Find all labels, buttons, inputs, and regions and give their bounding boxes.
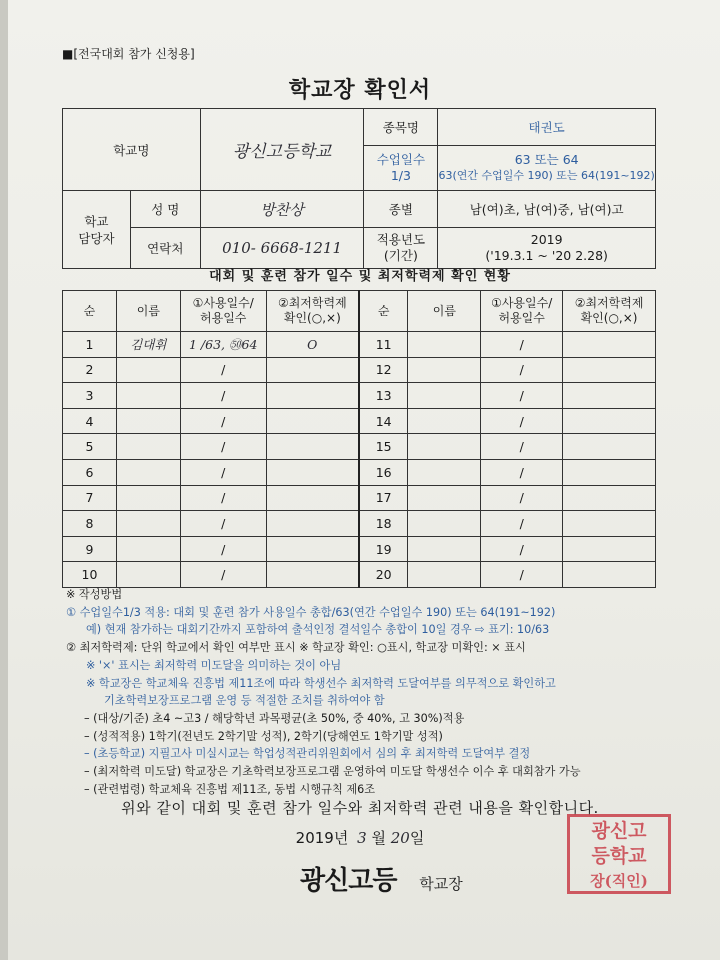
note-4-line1: ※ 학교장은 학교체육 진흥법 제11조에 따라 학생선수 최저학력 도달여부를 의무적으로 확인하고	[86, 676, 556, 690]
row-academic	[563, 511, 656, 537]
row-name	[408, 357, 481, 383]
apply-year-value-line1: 2019	[530, 232, 563, 247]
row-no: 13	[359, 383, 408, 409]
apply-year-label	[364, 228, 438, 269]
sport-label: 종목명	[364, 109, 438, 146]
principal-role: 학교장	[419, 875, 463, 893]
header-days	[180, 291, 266, 332]
row-name	[116, 459, 180, 485]
row-name	[116, 434, 180, 460]
detail-3: – (초등학교) 지필고사 미실시교는 학업성적관리위원회에서 심의 후 최저학력 도달여부 결정	[84, 747, 531, 761]
school-name-label: 학교명	[63, 109, 201, 191]
header-days-line1: ①사용일수/	[491, 296, 553, 310]
row-days: /	[481, 511, 563, 537]
apply-year-value-line2: ('19.3.1 ~ '20 2.28)	[485, 248, 608, 263]
row-days: /	[481, 332, 563, 358]
row-days: /	[180, 357, 266, 383]
notes-heading: ※ 작성방법	[66, 588, 123, 601]
detail-1: – (대상/기준) 초4 ~고3 / 해당학년 과목평균(초 50%, 중 40%, 고 30%)적용	[84, 711, 465, 725]
row-days: /	[481, 357, 563, 383]
manager-label	[63, 191, 131, 269]
header-days	[481, 291, 563, 332]
row-name	[116, 562, 180, 588]
row-academic	[266, 434, 359, 460]
table-row	[63, 383, 656, 409]
row-academic	[563, 408, 656, 434]
manager-label-line2: 담당자	[78, 230, 115, 246]
detail-4: – (최저학력 미도달) 학교장은 기초학력보장프로그램 운영하여 미도달 학생선수 이수 후 대회참가 가능	[84, 765, 581, 779]
contact-label: 연락처	[130, 228, 200, 269]
header-academic-line1: ②최저학력제	[574, 296, 644, 310]
row-days: /	[481, 459, 563, 485]
row-no: 6	[63, 459, 117, 485]
row-no: 12	[359, 357, 408, 383]
table-row	[63, 536, 656, 562]
row-days: /	[180, 408, 266, 434]
row-name	[116, 536, 180, 562]
row-name	[116, 485, 180, 511]
row-academic	[266, 562, 359, 588]
header-days-line1: ①사용일수/	[192, 296, 254, 310]
row-academic	[563, 383, 656, 409]
row-days: /	[180, 434, 266, 460]
row-days: /	[180, 511, 266, 537]
row-days: /	[180, 383, 266, 409]
instructions-section	[66, 586, 706, 798]
table-row	[63, 511, 656, 537]
row-days: /	[481, 434, 563, 460]
row-academic	[266, 485, 359, 511]
row-name	[408, 459, 481, 485]
sport-value: 태권도	[438, 109, 656, 146]
table-row	[63, 459, 656, 485]
table-row	[63, 408, 656, 434]
class-days-value	[438, 146, 656, 191]
table-row	[63, 357, 656, 383]
date-month-unit: 월	[371, 829, 386, 847]
header-days-line2: 허용일수	[200, 311, 247, 325]
row-name	[408, 485, 481, 511]
participation-table	[62, 290, 656, 588]
class-days-value-line2: 63(연간 수업일수 190) 또는 64(191~192)	[438, 169, 655, 182]
name-value: 방찬상	[200, 191, 364, 228]
header-name: 이름	[408, 291, 481, 332]
row-name: 김대휘	[116, 332, 180, 358]
row-name	[116, 408, 180, 434]
school-name-value: 광신고등학교	[200, 109, 364, 191]
confirmation-statement: 위와 같이 대회 및 훈련 참가 일수와 최저학력 관련 내용을 확인합니다.	[121, 799, 599, 817]
row-days: /	[180, 485, 266, 511]
table-row	[63, 485, 656, 511]
date-day: 20	[390, 829, 410, 847]
row-name	[408, 408, 481, 434]
note-2: ② 최저학력제: 단위 학교에서 확인 여부만 표시 ※ 학교장 확인: ○표시, 학교장 미확인: × 표시	[66, 641, 526, 655]
row-no: 7	[63, 485, 117, 511]
principal-signature-line	[300, 860, 463, 897]
apply-year-value	[438, 228, 656, 269]
row-academic	[266, 383, 359, 409]
class-days-label-line2: 1/3	[390, 168, 411, 183]
row-days: /	[481, 536, 563, 562]
row-no: 5	[63, 434, 117, 460]
header-academic-line1: ②최저학력제	[277, 296, 347, 310]
row-academic	[266, 511, 359, 537]
row-no: 9	[63, 536, 117, 562]
section-title: 대회 및 훈련 참가 일수 및 최저학력제 확인 현황	[209, 269, 511, 284]
school-brush-signature: 광신고등	[300, 866, 397, 896]
row-academic	[563, 485, 656, 511]
row-days: /	[481, 408, 563, 434]
apply-year-label-line2: (기간)	[383, 248, 418, 263]
row-no: 11	[359, 332, 408, 358]
document-title: 학교장 확인서	[288, 78, 432, 103]
seal-line1: 광신고	[591, 820, 647, 842]
seal-line2: 등학교	[591, 845, 647, 867]
row-academic	[563, 357, 656, 383]
header-no: 순	[359, 291, 408, 332]
row-academic	[563, 536, 656, 562]
row-no: 20	[359, 562, 408, 588]
row-no: 1	[63, 332, 117, 358]
row-no: 2	[63, 357, 117, 383]
row-no: 14	[359, 408, 408, 434]
row-name	[408, 536, 481, 562]
header-academic-line2: 확인(○,×)	[283, 311, 341, 325]
row-no: 17	[359, 485, 408, 511]
row-academic: O	[266, 332, 359, 358]
header-name: 이름	[116, 291, 180, 332]
row-no: 18	[359, 511, 408, 537]
gender-value: 남(여)초, 남(여)중, 남(여)고	[438, 191, 656, 228]
row-days: /	[481, 383, 563, 409]
header-academic	[266, 291, 359, 332]
row-academic	[563, 459, 656, 485]
row-name	[408, 511, 481, 537]
form-type-label: ■[전국대회 참가 신청용]	[62, 47, 195, 61]
row-academic	[266, 357, 359, 383]
row-academic	[266, 408, 359, 434]
header-days-line2: 허용일수	[498, 311, 545, 325]
table-row	[63, 434, 656, 460]
date-month: 3	[357, 829, 367, 847]
class-days-label	[364, 146, 438, 191]
row-days: /	[180, 536, 266, 562]
header-no: 순	[63, 291, 117, 332]
table-row	[63, 332, 656, 358]
detail-5: – (관련법령) 학교체육 진흥법 제11조, 동법 시행규칙 제6조	[84, 782, 376, 796]
apply-year-label-line1: 적용년도	[376, 232, 426, 247]
row-name	[116, 357, 180, 383]
manager-label-line1: 학교	[84, 213, 109, 229]
row-academic	[563, 332, 656, 358]
contact-value: 010- 6668-1211	[200, 228, 364, 269]
row-academic	[266, 459, 359, 485]
row-name	[408, 562, 481, 588]
official-seal	[567, 814, 671, 894]
row-days: /	[481, 485, 563, 511]
row-days: /	[180, 562, 266, 588]
note-1-line2: 예) 현재 참가하는 대회기간까지 포함하여 출석인정 결석일수 총합이 10일 경우 ⇨ 표기: 10/63	[86, 623, 550, 637]
header-academic-line2: 확인(○,×)	[580, 311, 638, 325]
row-academic	[563, 434, 656, 460]
class-days-value-line1: 63 또는 64	[514, 152, 579, 167]
row-days: /	[180, 459, 266, 485]
note-4-line2: 기초학력보장프로그램 운영 등 적절한 조치를 취하여야 함	[104, 694, 385, 708]
school-info-table	[62, 108, 656, 269]
row-name	[408, 332, 481, 358]
row-no: 4	[63, 408, 117, 434]
detail-2: – (성적적용) 1학기(전년도 2학기말 성적), 2학기(당해연도 1학기말 성적)	[84, 729, 443, 743]
seal-line3: 장(직인)	[590, 872, 648, 890]
date-day-unit: 일	[409, 829, 425, 847]
row-no: 3	[63, 383, 117, 409]
row-no: 19	[359, 536, 408, 562]
row-no: 15	[359, 434, 408, 460]
row-name	[116, 511, 180, 537]
row-academic	[563, 562, 656, 588]
gender-label: 종별	[364, 191, 438, 228]
row-name	[408, 383, 481, 409]
row-name	[408, 434, 481, 460]
table-row	[63, 562, 656, 588]
row-academic	[266, 536, 359, 562]
note-3: ※ '×' 표시는 최저학력 미도달을 의미하는 것이 아님	[86, 658, 342, 672]
name-label: 성 명	[130, 191, 200, 228]
class-days-label-line1: 수업일수	[376, 152, 426, 167]
row-days: /	[481, 562, 563, 588]
date-year: 2019년	[295, 829, 349, 847]
row-no: 8	[63, 511, 117, 537]
row-days: 1 /63, ㊿64	[180, 332, 266, 358]
row-no: 10	[63, 562, 117, 588]
row-name	[116, 383, 180, 409]
note-1-line1: ① 수업일수1/3 적용: 대회 및 훈련 참가 사용일수 총합/63(연간 수업일수 190) 또는 64(191~192)	[66, 605, 556, 619]
header-academic	[563, 291, 656, 332]
row-no: 16	[359, 459, 408, 485]
